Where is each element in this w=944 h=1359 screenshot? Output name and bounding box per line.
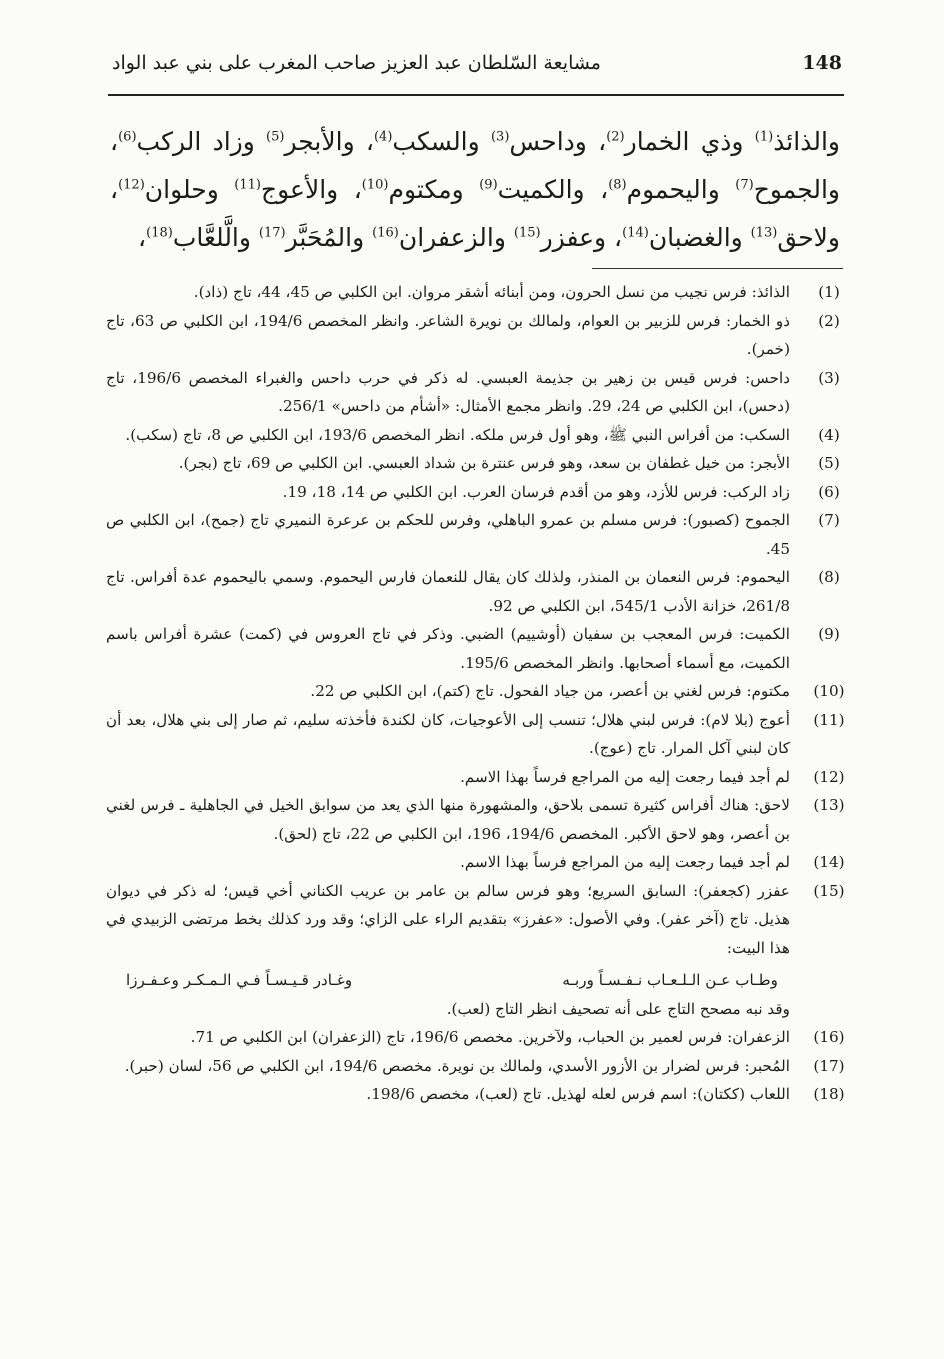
horse-name: والسكب (392, 127, 491, 156)
footnote-item (106, 278, 850, 307)
horse-name: واليحموم (626, 175, 736, 204)
footnote-number: (9) (818, 625, 840, 643)
horse-name: ، (138, 223, 147, 252)
footnote-number: (3) (818, 368, 840, 387)
footnote-item (106, 1080, 850, 1109)
running-title: مشايعة السّلطان عبد العزيز صاحب المغرب على بني عبد الواد (112, 52, 601, 74)
footnote-number: (14) (813, 853, 845, 871)
footnote-number: (7) (818, 511, 840, 529)
horse-name: والمُحَبَّر (285, 223, 373, 252)
header-divider (108, 94, 844, 96)
page-header (108, 46, 844, 86)
footnote-item (106, 506, 850, 563)
footnote-reference[interactable]: (4) (373, 129, 393, 145)
footnote-number: (11) (813, 710, 845, 729)
footnote-item (106, 364, 850, 421)
footnote-item (106, 791, 850, 848)
footnote-text: اللعاب (ككتان): اسم فرس لعله لهذيل. تاج (لعب)، مخصص 198/6. (366, 1085, 790, 1103)
footnote-item (106, 563, 850, 620)
footnote-number: (5) (818, 454, 840, 472)
horse-name: وحلوان (144, 175, 235, 204)
footnote-item (106, 449, 850, 478)
footnote-item (106, 1052, 850, 1081)
footnote-reference[interactable]: (15) (513, 225, 541, 241)
page-number: 148 (802, 52, 842, 74)
horse-name: ، وداحس (509, 127, 607, 156)
footnote-reference[interactable]: (2) (606, 129, 625, 145)
footnote-reference[interactable]: (12) (118, 177, 145, 193)
footnote-text: السكب: من أفراس النبي ﷺ، وهو أول فرس ملكه. انظر المخصص 193/6، ابن الكلبي ص 8، تاج (سكب). (125, 425, 790, 444)
footnote-reference[interactable]: (10) (361, 177, 389, 193)
footnote-item (106, 677, 850, 706)
verse-first-hemistich: وطـاب عـن الـلـعـاب نـفـسـاً وربـه (562, 971, 778, 989)
footnote-number: (6) (818, 482, 840, 501)
footnote-text: عفزر (كجعفر): السابق السريع؛ وهو فرس سالم بن عامر بن عريب الكناني أخي قيس؛ له ذكر في ديوان هذيل. تاج (آخر عفر). وفي الأصول: «عفرز» بتقديم الراء على الزاي؛ وقد ورد كذلك بخط مرتضى الزبيدي في هذا البيت: (106, 881, 790, 957)
footnote-number: (13) (813, 796, 845, 814)
footnote-item (106, 421, 850, 450)
footnote-item (106, 706, 850, 763)
horse-name: وزاد الركب (136, 127, 267, 156)
horse-name: والزعفران (398, 223, 514, 252)
horse-name: ، ولاحق (110, 175, 840, 252)
verse-second-hemistich: وغـادر قـيـسـاً فـي الـمـكـر وعـفـرزا (126, 971, 353, 989)
horse-name: ، والجموح (110, 127, 840, 204)
horse-name: والذائذ (773, 127, 840, 156)
footnote-text: زاد الركب: فرس للأزد، وهو من أقدم فرسان العرب. ابن الكلبي ص 14، 18، 19. (282, 482, 790, 501)
footnote-number: (1) (818, 283, 840, 301)
footnote-reference[interactable]: (9) (479, 177, 498, 193)
horse-name: ، والأعوج (261, 175, 362, 204)
footnote-number: (16) (813, 1028, 845, 1046)
main-text (110, 118, 840, 262)
main-paragraph (110, 118, 840, 262)
poetry-verse (106, 966, 790, 995)
footnote-reference[interactable]: (11) (234, 177, 261, 193)
footnote-reference[interactable]: (3) (490, 129, 510, 145)
horse-name: ومكتوم (388, 175, 480, 204)
footnote-text: الجموح (كصبور): فرس مسلم بن عمرو الباهلي، وفرس للحكم بن عرعرة النميري تاج (جمح)، ابن الكلبي ص 45. (106, 511, 790, 558)
footnote-text: أعوج (بلا لام): فرس لبني هلال؛ تنسب إلى الأعوجيات، كان لكندة فأخذته سليم، ثم صار إلى بني هلال، بعد أن كان لبني آكل المرار. تاج (عوج). (106, 710, 790, 757)
footnote-text: الأبجر: من خيل غطفان بن سعد، وهو فرس عنترة بن شداد العبسي. ابن الكلبي ص 69، تاج (بجر). (178, 454, 790, 472)
footnote-number: (10) (813, 682, 845, 700)
footnote-reference[interactable]: (13) (750, 225, 778, 241)
footnote-text: مكتوم: فرس لغني بن أعصر، من جياد الفحول. تاج (كتم)، ابن الكلبي ص 22. (310, 682, 790, 700)
footnote-number: (18) (813, 1085, 845, 1103)
footnote-reference[interactable]: (18) (146, 225, 173, 241)
footnote-reference[interactable]: (8) (608, 177, 627, 193)
footnote-number: (17) (813, 1056, 845, 1075)
footnote-item (106, 877, 850, 1024)
footnote-reference[interactable]: (6) (118, 129, 137, 145)
footnote-number: (12) (813, 767, 845, 786)
footnote-text: الكميت: فرس المعجب بن سفيان (أوشييم) الضبي. وذكر في تاج العروس في (كمت) عشرة أفراس باسم الكميت، مع أسماء أصحابها. وانظر المخصص 195/6. (106, 625, 790, 672)
footnote-reference[interactable]: (7) (735, 177, 754, 193)
footnote-item (106, 848, 850, 877)
footnote-text: لاحق: هناك أفراس كثيرة تسمى بلاحق، والمشهورة منها الذي يعد من سوابق الخيل في الجاهلية ـ فرس لغني بن أعصر، وهو لاحق الأكبر. المخصص 194/6، 196، ابن الكلبي ص 22، تاج (لحق). (106, 796, 790, 843)
footnote-number: (2) (818, 311, 840, 330)
footnote-number: (4) (818, 425, 840, 444)
horse-name: ، والكميت (497, 175, 609, 204)
horse-name: والغضبان (648, 223, 751, 252)
footnote-text: الذائذ: فرس نجيب من نسل الحرون، ومن أبنائه أشقر مروان. ابن الكلبي ص 45، 44، تاج (ذاد). (193, 283, 790, 301)
footnote-reference[interactable]: (5) (266, 129, 285, 145)
footnote-reference[interactable]: (16) (372, 225, 399, 241)
footnote-item (106, 1023, 850, 1052)
footnote-text: المُحبر: فرس لضرار بن الأزور الأسدي، ولمالك بن نويرة. مخصص 194/6، ابن الكلبي ص 56، لسان (حبر). (124, 1056, 790, 1075)
verse-note: وقد نبه مصحح التاج على أنه تصحيف انظر التاج (لعب). (446, 999, 790, 1018)
footnote-text: ذو الخمار: فرس للزبير بن العوام، ولمالك بن نويرة الشاعر. وانظر المخصص 194/6، ابن الكلبي ص 63، تاج (خمر). (106, 311, 790, 358)
footnote-text: الزعفران: فرس لعمير بن الحباب، ولآخرين. مخصص 196/6، تاج (الزعفران) ابن الكلبي ص 71. (190, 1028, 790, 1046)
horse-name: والَّلعَّاب (172, 223, 259, 252)
footnote-text: اليحموم: فرس النعمان بن المنذر، ولذلك كان يقال للنعمان فارس اليحموم. وسمي باليحموم عدة أفراس. تاج 261/8، خزانة الأدب 545/1، ابن الكلبي ص 92. (106, 568, 790, 615)
horse-name: وذي الخمار (624, 127, 755, 156)
footnote-item (106, 620, 850, 677)
footnote-text: لم أجد فيما رجعت إليه من المراجع فرساً بهذا الاسم. (460, 767, 790, 786)
footnote-item (106, 478, 850, 507)
footnote-item (106, 307, 850, 364)
horse-name: ، وعفزر (540, 223, 623, 252)
footnote-number: (8) (818, 568, 840, 586)
footnote-reference[interactable]: (1) (754, 129, 774, 145)
footnote-reference[interactable]: (17) (258, 225, 286, 241)
footnote-text: داحس: فرس قيس بن زهير بن جذيمة العبسي. له ذكر في حرب داحس والغبراء المخصص 196/6، تاج (دحس)، ابن الكلبي ص 24، 29. وانظر مجمع الأمثال: «أشأم من داحس» 256/1. (106, 368, 790, 415)
footnote-text: لم أجد فيما رجعت إليه من المراجع فرساً بهذا الاسم. (460, 853, 790, 871)
horse-name: ، والأبجر (284, 127, 374, 156)
footnote-number: (15) (813, 881, 845, 900)
footnote-divider (592, 268, 843, 269)
footnote-item (106, 763, 850, 792)
footnotes-section (106, 278, 850, 1109)
footnote-reference[interactable]: (14) (622, 225, 649, 241)
